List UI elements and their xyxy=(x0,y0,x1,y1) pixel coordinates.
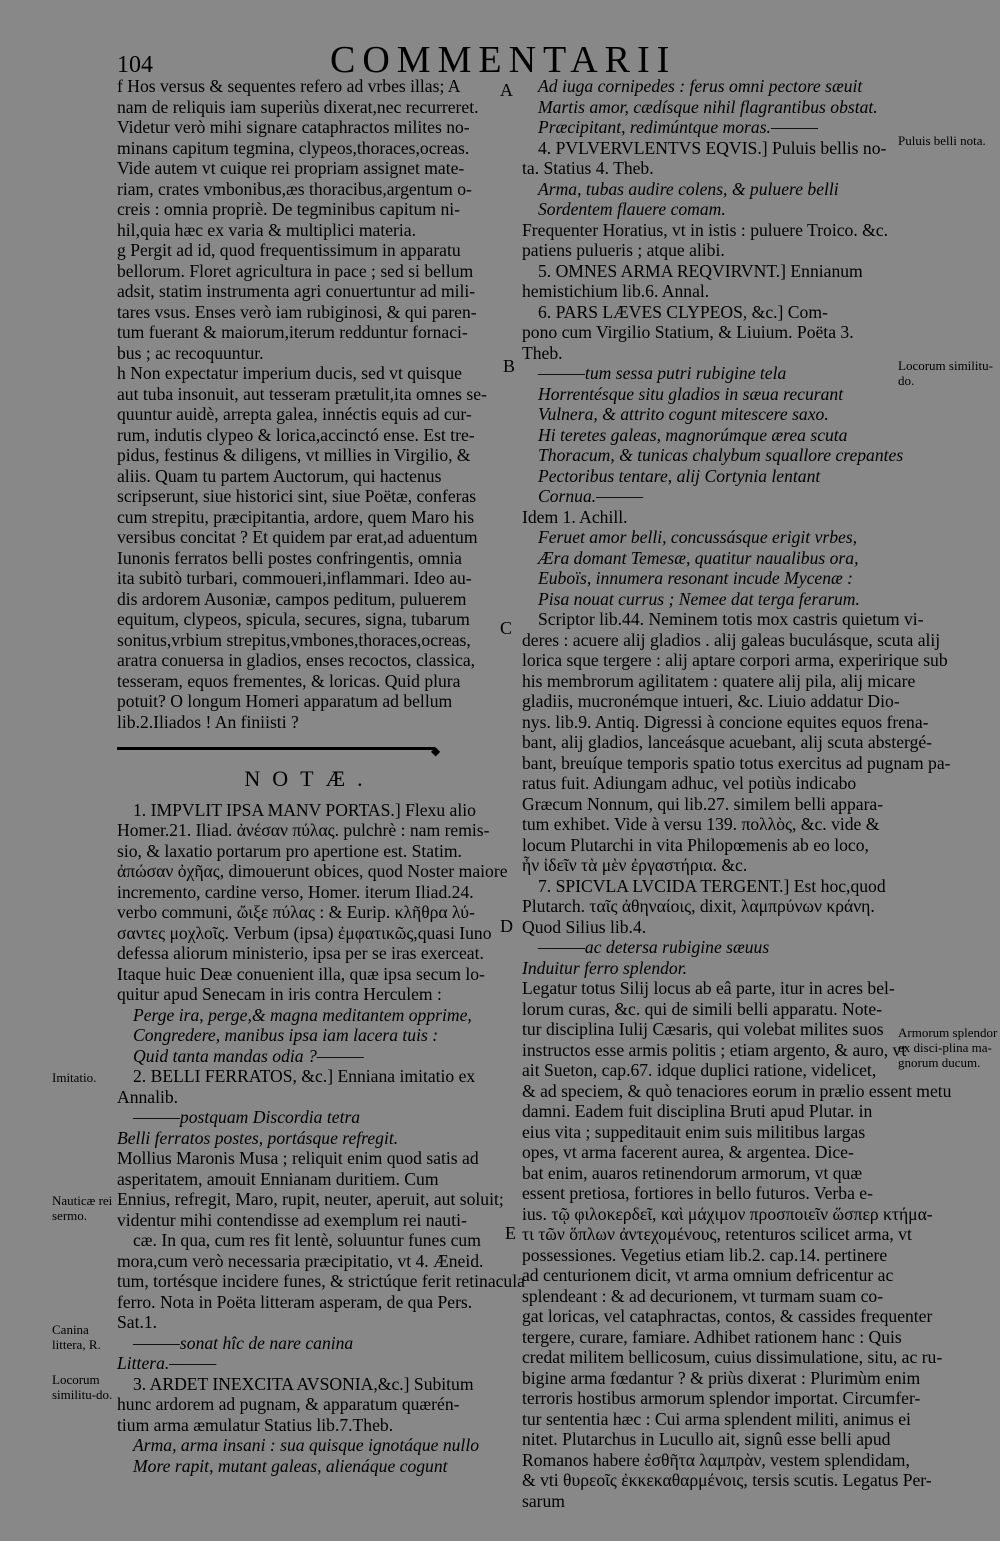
text-line: riam, crates vmbonibus,æs thoracibus,argentum o- xyxy=(117,178,472,199)
text-line: tares vsus. Enses verò iam rubiginosi, & qui paren- xyxy=(117,301,477,322)
text-line: Theb. xyxy=(522,342,563,363)
text-line: hil,quia hæc ex varia & multiplici materia. xyxy=(117,219,417,240)
text-line: Quid tanta mandas odia ?——— xyxy=(133,1045,364,1066)
left-column xyxy=(117,76,525,1476)
text-line: σαντες μοχλοῖς. Verbum (ipsa) ἐμφατικῶς,quasi Iuno xyxy=(117,922,492,943)
text-line: videntur mihi contendisse ad exemplum rei nauti- xyxy=(117,1209,467,1230)
text-line: Arma, tubas audire colens, & puluere belli xyxy=(538,178,839,199)
text-line: quuntur auidè, arrepta galea, innéctis equis ad cur- xyxy=(117,404,472,424)
text-line: ait Sueton, cap.67. idque duplici ratione, videlicet, xyxy=(522,1060,877,1080)
text-line: aratra conuersa in gladios, enses recoctos, classica, xyxy=(117,650,476,670)
text-line: defessa aliorum ministerio, ipsa per se iras exerceat. xyxy=(117,943,484,963)
text-line: Sat.1. xyxy=(117,1312,158,1332)
text-line: Perge ira, perge,& magna meditantem opprime, xyxy=(133,1004,472,1025)
text-line: adsit, statim instrumenta agri conuertuntur ad mili- xyxy=(117,281,476,301)
text-line: lorica sque tergere : alij aptare corpori arma, experirique sub xyxy=(522,650,948,670)
text-line: Ad iuga cornipedes : ferus omni pectore sæuit xyxy=(538,76,863,96)
text-line: hemistichium lib.6. Annal. xyxy=(522,281,710,301)
text-line: Græcum Nonnum, qui lib.27. similem belli appara- xyxy=(522,793,884,814)
text-line: locum Plutarchi in vita Philopœmenis ab eo loco, xyxy=(522,834,869,855)
text-line: scripserunt, siue historici sint, siue Poëtæ, conferas xyxy=(117,486,477,506)
text-line: Euboïs, innumera resonant incude Mycenæ : xyxy=(538,568,853,588)
text-line: & vti θυρεοῖς ἐκκεκαθαρμένοις, tersis scutis. Legatus Per- xyxy=(522,1470,932,1490)
text-line: tur disciplina Iulij Cæsaris, qui volebat milites suos xyxy=(522,1019,884,1039)
text-line: Æra domant Temesæ, quatitur naualibus ora, xyxy=(538,547,859,568)
text-line: tesseram, equos frementes, & loricas. Quid plura xyxy=(117,670,461,691)
text-line: ita subitò turbari, commoueri,inflammari. Ideo au- xyxy=(117,568,472,588)
text-line: tergere, curare, famiare. Adhibet rationem hanc : Quis xyxy=(522,1326,902,1347)
text-line: ratus fuit. Adiungam adhuc, vel potiùs indicabo xyxy=(522,773,857,793)
page-number: 104 xyxy=(117,52,153,78)
text-line: cæ. In qua, cum res fit lentè, soluuntur funes cum xyxy=(133,1230,481,1250)
text-line: 7. SPICVLA LVCIDA TERGENT.] Est hoc,quod xyxy=(538,875,886,896)
text-line: Martis amor, cædísque nihil flagrantibus obstat. xyxy=(538,96,878,117)
text-line: More rapit, mutant galeas, alienáque cogunt xyxy=(133,1455,448,1476)
text-line: sio, & laxatio portarum pro apertione est. Statim. xyxy=(117,840,462,861)
text-line: Belli ferratos postes, portásque refregit. xyxy=(117,1127,399,1148)
text-line: Præcipitant, redimúntque moras.——— xyxy=(538,117,818,137)
margin-note-canina: Canina littera, R. xyxy=(52,1322,101,1352)
text-line: Hi teretes galeas, magnorúmque ærea scuta xyxy=(538,424,848,445)
text-line: bus ; ac recoquuntur. xyxy=(117,342,264,363)
text-line: lib.2.Iliados ! An finiisti ? xyxy=(117,711,299,732)
text-line: ἀπώσαν ὀχῆας, dimouerunt obices, quod Noster maiore xyxy=(117,861,508,881)
text-line: damni. Eadem fuit disciplina Bruti apud Plutar. in xyxy=(522,1101,873,1121)
text-line: 5. OMNES ARMA REQVIRVNT.] Ennianum xyxy=(538,260,863,281)
section-letter-e: E xyxy=(505,1223,516,1243)
text-line: f Hos versus & sequentes refero ad vrbes illas; A xyxy=(117,76,461,96)
text-line: versibus concitat ? Et quidem par erat,ad aduentum xyxy=(117,527,478,547)
commentary-block xyxy=(117,76,502,732)
text-line: h Non expectatur imperium ducis, sed vt quisque xyxy=(117,363,462,383)
text-line: nys. lib.9. Antiq. Digressi à concione equites equos frena- xyxy=(522,711,929,732)
text-line: Iunonis ferratos belli postes confringentis, omnia xyxy=(117,547,462,568)
text-line: Romanos habere ἐσθῆτα λαμπρὰν, vestem splendidam, xyxy=(522,1449,910,1470)
text-line: eius vita ; suppeditauit enim suis militibus largas xyxy=(522,1121,866,1142)
text-line: terroris hostibus armorum splendor importat. Circumfer- xyxy=(522,1388,921,1408)
text-line: possessiones. Vegetius etiam lib.2. cap.14. pertinere xyxy=(522,1244,888,1265)
text-line: nam de reliquis iam superiùs dixerat,nec recurreret. xyxy=(117,96,479,117)
text-line: sonitus,vrbium strepitus,vmbones,thoraces,ocreas, xyxy=(117,629,471,650)
text-line: Annalib. xyxy=(117,1086,179,1107)
text-line: nitet. Plutarchus in Lucullo ait, signû esse belli apud xyxy=(522,1429,891,1449)
text-line: & ad speciem, & quò tenaciores eorum in prælio essent metu xyxy=(522,1080,952,1101)
text-line: bigine arma fœdantur ? & priùs dixerat : Plurimùm enim xyxy=(522,1367,921,1388)
text-line: pono cum Virgilio Statium, & Liuium. Poëta 3. xyxy=(522,322,854,342)
rule-line xyxy=(117,747,435,750)
section-letter-d: D xyxy=(500,916,513,936)
text-line: instructos esse armis politis ; etiam argento, & auro, vt xyxy=(522,1039,907,1060)
text-line: Sordentem flauere comam. xyxy=(538,199,726,219)
text-line: credat militem bellicosum, cuius dissimulatione, situ, ac ru- xyxy=(522,1347,943,1367)
rule-ornament-icon: ◆ xyxy=(431,744,441,758)
margin-note-pulvis: Puluis belli nota. xyxy=(898,133,986,148)
margin-note-locorum-left: Locorum similitu-do. xyxy=(52,1372,113,1402)
text-line: lorum curas, &c. qui de simili belli apparatu. Note- xyxy=(522,998,883,1019)
text-line: Ennius, refregit, Maro, rupit, neuter, aperuit, aut soluit; xyxy=(117,1189,504,1209)
text-line: bant, alij gladios, lanceásque acuebant, alij scuta abstergé- xyxy=(522,732,933,752)
text-line: Induitur ferro splendor. xyxy=(522,957,688,978)
text-line: deres : acuere alij gladios . alij galeas buculásque, scuta alij xyxy=(522,629,941,650)
text-line: bant, breuíque temporis spatio totus exercitus ad pugnam pa- xyxy=(522,752,951,773)
text-line: τι τῶν ὅπλων ἀντεχομένους, retenturos scilicet arma, vt xyxy=(522,1224,912,1244)
text-line: Itaque huic Deæ conuenient illa, quæ ipsa secum lo- xyxy=(117,963,485,984)
text-line: Arma, arma insani : sua quisque ignotáque nullo xyxy=(133,1435,480,1455)
notae-heading: NOTÆ. xyxy=(244,766,375,791)
text-line: Frequenter Horatius, vt in istis : puluere Troico. &c. xyxy=(522,219,889,240)
text-line: bellorum. Floret agricultura in pace ; sed si bellum xyxy=(117,260,474,281)
text-line: Horrentésque situ gladios in sæua recurant xyxy=(538,383,844,404)
text-line: Idem 1. Achill. xyxy=(522,506,628,527)
text-line: pidus, festinus & diligens, vt millies in Virgilio, & xyxy=(117,445,471,465)
text-line: tum, tortésque incidere funes, & strictúque ferit retinacula xyxy=(117,1271,525,1291)
text-line: bat enim, auaros retinendorum armorum, vt quæ xyxy=(522,1162,863,1183)
text-line: minans capitum tegmina, clypeos,thoraces,ocreas. xyxy=(117,137,470,158)
text-line: quitur apud Senecam in iris contra Herculem : xyxy=(117,984,442,1004)
text-line: Homer.21. Iliad. ἀνέσαν πύλας. pulchrè : nam remis- xyxy=(117,820,490,840)
text-line: Congredere, manibus ipsa iam lacera tuis : xyxy=(133,1025,439,1045)
text-line: gladiis, mucronémque intueri, &c. Liuio addatur Dio- xyxy=(522,691,900,711)
text-line: Pisa nouat currus ; Nemee dat terga ferarum. xyxy=(538,588,860,609)
text-line: ———tum sessa putri rubigine tela xyxy=(538,363,787,383)
text-line: 4. PVLVERVLENTVS EQVIS.] Puluis bellis no- xyxy=(538,137,887,158)
text-line: tium arma æmulatur Statius lib.7.Theb. xyxy=(117,1414,394,1435)
section-letter-c: C xyxy=(500,618,513,638)
text-line: his membrorum agilitatem : quatere alij pila, alij micare xyxy=(522,670,916,691)
text-line: Scriptor lib.44. Neminem totis mox castris quietum vi- xyxy=(538,609,924,629)
section-rule xyxy=(117,744,502,758)
text-line: ius. τῷ φιλοκερδεῖ, καὶ μάχιμον προσποιεῖν ὥσπερ κτήμα- xyxy=(522,1203,933,1224)
text-line: essent pretiosa, fortiores in bello futuros. Verba e- xyxy=(522,1183,873,1203)
text-line: ferro. Nota in Poëta litteram asperam, de qua Pers. xyxy=(117,1291,473,1312)
text-line: asperitatem, amouit Ennianam duritiem. Cum xyxy=(117,1168,439,1189)
section-letter-b: B xyxy=(503,356,516,376)
text-line: 2. BELLI FERRATOS, &c.] Enniana imitatio ex xyxy=(133,1066,476,1086)
text-line: hunc ardorem ad pugnam, & apparatum quærén- xyxy=(117,1394,460,1414)
text-line: tum exhibet. Vide à versu 139. πολλὸς, &c. vide & xyxy=(522,814,880,834)
text-line: splendeant : & ad decurionem, vt turmam suam co- xyxy=(522,1285,884,1306)
text-line: ad centurionem dicit, vt arma omnium defricentur ac xyxy=(522,1265,894,1285)
text-line: verbo communi, ὤιξε πύλας : & Eurip. κλῆθρα λύ- xyxy=(117,902,475,922)
text-line: Mollius Maronis Musa ; reliquit enim quod satis ad xyxy=(117,1148,479,1168)
text-line: Thoracum, & tunicas chalybum squallore crepantes xyxy=(538,445,904,465)
text-line: ———postquam Discordia tetra xyxy=(133,1107,361,1127)
text-line: Vulnera, & attrito cogunt mitescere saxo. xyxy=(538,404,829,424)
text-line: cum strepitu, præcipitantia, ardore, quem Maro his xyxy=(117,506,475,527)
text-line: Videtur verò mihi signare cataphractos milites no- xyxy=(117,117,470,137)
text-line: Feruet amor belli, concussásque erigit vrbes, xyxy=(538,527,858,547)
notes-block xyxy=(117,799,525,1477)
text-line: sarum xyxy=(522,1490,565,1511)
text-line: potuit? O longum Homeri apparatum ad bellum xyxy=(117,691,453,711)
text-line: 3. ARDET INEXCITA AVSONIA,&c.] Subitum xyxy=(133,1373,474,1394)
text-line: Quod Silius lib.4. xyxy=(522,916,647,937)
text-line: Vide autem vt cuique rei propriam assignet mate- xyxy=(117,158,465,178)
margin-note-nauticae: Nauticæ rei sermo. xyxy=(52,1193,113,1223)
page-header xyxy=(115,38,905,81)
text-line: gat loricas, vel cataphractas, contos, & cassides frequenter xyxy=(522,1306,933,1326)
text-line: rum, indutis clypeo & lorica,accinctó ense. Est tre- xyxy=(117,424,475,445)
text-line: Plutarch. ταῖς ἀθηναίοις, dixit, λαμπρύνων κράνη. xyxy=(522,896,875,916)
text-line: aut tuba insonuit, aut tesseram prætulit,ita omnes se- xyxy=(117,383,487,404)
text-line: 6. PARS LÆVES CLYPEOS, &c.] Com- xyxy=(538,301,828,322)
text-line: opes, vt arma facerent aurea, & argentea. Dice- xyxy=(522,1142,854,1162)
text-line: patiens pulueris ; atque alibi. xyxy=(522,240,725,260)
margin-note-armorum: Armorum splendor ex disci-plina ma-gnorum ducum. xyxy=(898,1025,998,1070)
running-title: COMMENTARII xyxy=(330,39,677,81)
text-line: creis : omnia propriè. De tegminibus capitum ni- xyxy=(117,199,460,219)
text-line: g Pergit ad id, quod frequentissimum in apparatu xyxy=(117,240,461,260)
text-line: dis ardorem Ausoniæ, campos peditum, puluerem xyxy=(117,588,467,609)
text-line: tur sententia hæc : Cui arma splendent militi, animus ei xyxy=(522,1408,911,1429)
text-line: ἦν ἰδεῖν τὰ μὲν ἐργαστήρια. &c. xyxy=(522,855,748,875)
text-line: equitum, clypeos, spicula, secures, signa, tubarum xyxy=(117,609,470,629)
section-letter-a: A xyxy=(500,80,513,100)
text-line: Pectoribus tentare, alij Cortynia lentant xyxy=(538,465,821,486)
text-line: mora,cum verò necessaria præcipitatio, vt 4. Æneid. xyxy=(117,1250,484,1271)
text-line: Littera.——— xyxy=(117,1353,217,1373)
text-line: ta. Statius 4. Theb. xyxy=(522,158,654,178)
text-line: 1. IMPVLIT IPSA MANV PORTAS.] Flexu alio xyxy=(133,799,476,820)
text-line: Cornua.——— xyxy=(538,486,644,506)
text-line: incremento, cardine verso, Homer. iterum Iliad.24. xyxy=(117,881,474,902)
text-line: tum fuerant & maiorum,iterum redduntur fornaci- xyxy=(117,322,468,342)
margin-note-locorum-right: Locorum similitu-do. xyxy=(898,358,993,388)
text-line: Legatur totus Silij locus ab eâ parte, itur in acres bel- xyxy=(522,978,895,998)
text-line: ———ac detersa rubigine sæuus xyxy=(538,937,770,957)
margin-note-imitatio: Imitatio. xyxy=(52,1070,97,1085)
text-line: ———sonat hîc de nare canina xyxy=(133,1332,354,1353)
text-line: aliis. Quam tu partem Auctorum, qui hactenus xyxy=(117,465,442,486)
